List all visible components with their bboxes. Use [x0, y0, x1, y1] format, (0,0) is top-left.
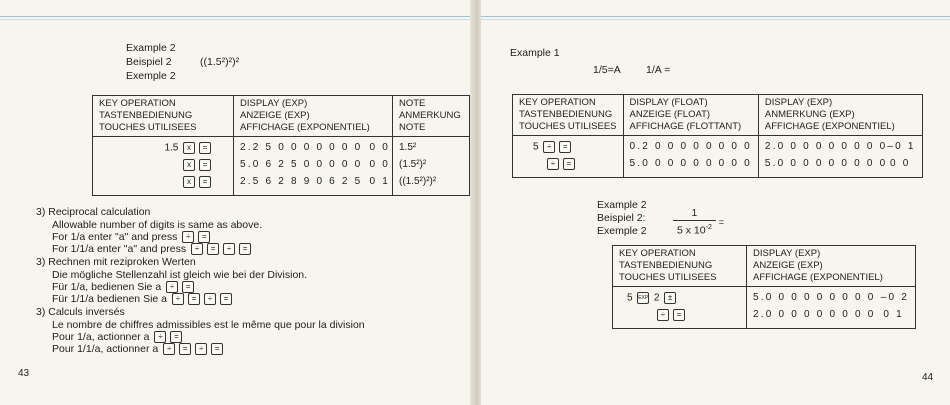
example2-title-fr: Exemple 2	[126, 70, 176, 82]
example1-key-table	[512, 94, 923, 178]
key-operation-cell	[513, 136, 624, 178]
fraction-numerator: 1	[673, 207, 716, 221]
header-line: AFFICHAGE (EXPONENTIEL)	[753, 272, 883, 283]
exp-key-icon: EXP	[637, 292, 649, 304]
display-reading	[240, 142, 390, 159]
header-line: NOTE	[399, 98, 426, 109]
header-line: TOUCHES UTILISEES	[99, 122, 197, 133]
header-line: ANZEIGE (FLOAT)	[629, 109, 711, 120]
example1-expr2: 1/A =	[646, 64, 671, 76]
header-line: ANMERKUNG (EXP)	[764, 109, 855, 120]
denominator-exponent: -2	[705, 224, 712, 231]
equals-key-icon: =	[182, 281, 194, 293]
example2-title-fr: Exemple 2	[597, 225, 647, 237]
header-display-exp	[758, 95, 922, 136]
divide-key-icon: ÷	[223, 243, 235, 255]
right-page	[481, 0, 950, 405]
key-sequence	[533, 141, 617, 158]
key-sequence	[627, 292, 740, 309]
divide-key-icon: ÷	[163, 343, 175, 355]
exp-reading	[765, 141, 916, 158]
display-mantissa: 5.0 6 2 5 0 0 0 0 0	[240, 159, 363, 170]
note-cell	[393, 137, 470, 196]
example2-title-en: Example 2	[597, 199, 647, 211]
header-line: ANMERKUNG	[399, 110, 461, 121]
equals-key-icon: =	[170, 331, 182, 343]
example2-title-de: Beispiel 2	[126, 56, 172, 68]
key-sequence	[99, 142, 213, 159]
top-rule	[0, 16, 476, 17]
display-reading	[240, 176, 390, 193]
header-line: TASTENBEDIENUNG	[519, 109, 613, 120]
equals-key-icon: =	[198, 231, 210, 243]
header-line: TOUCHES UTILISEES	[619, 272, 717, 283]
divide-key-icon: ÷	[543, 141, 555, 153]
multiply-key-icon: x	[183, 142, 195, 154]
divide-key-icon: ÷	[657, 309, 669, 321]
header-note	[393, 96, 470, 137]
header-display	[747, 246, 916, 287]
left-key-table	[92, 95, 470, 196]
top-rule-secondary	[0, 19, 476, 20]
page-number: 43	[18, 368, 30, 379]
display-cell	[234, 137, 393, 196]
display-reading	[753, 292, 909, 309]
top-rule-secondary	[481, 19, 950, 20]
de-line3	[52, 293, 234, 306]
header-line: ANZEIGE (EXP)	[753, 260, 823, 271]
key-number: 5	[627, 292, 633, 304]
header-line: KEY OPERATION	[99, 98, 176, 109]
header-line: DISPLAY (EXP)	[240, 98, 308, 109]
header-line: ANZEIGE (EXP)	[240, 110, 310, 121]
equals-key-icon: =	[220, 293, 232, 305]
fraction-denominator	[673, 221, 716, 238]
fr-line2-text: Pour 1/a, actionner a	[52, 331, 150, 343]
divide-key-icon: ÷	[191, 243, 203, 255]
header-line: AFFICHAGE (EXPONENTIEL)	[240, 122, 370, 133]
divide-key-icon: ÷	[154, 331, 166, 343]
key-sequence	[533, 158, 617, 175]
display-exponent: 0 1	[883, 309, 904, 320]
de-line2-text: Für 1/a, bedienen Sie a	[52, 281, 162, 293]
de-line3-text: Für 1/1/a bedienen Sie a	[52, 293, 167, 305]
divide-key-icon: ÷	[166, 281, 178, 293]
divide-key-icon: ÷	[172, 293, 184, 305]
table-header-row	[93, 96, 470, 137]
equals-key-icon: =	[207, 243, 219, 255]
fr-line1: Le nombre de chiffres admissibles est le même que pour la division	[52, 319, 365, 331]
key-number: 1.5	[164, 142, 179, 154]
display-mantissa: 2.2 5 0 0 0 0 0 0 0	[240, 142, 363, 153]
header-key-operation	[513, 95, 624, 136]
header-line: TASTENBEDIENUNG	[99, 110, 193, 121]
header-key-operation	[613, 246, 747, 287]
header-line: TOUCHES UTILISEES	[519, 121, 617, 132]
de-line1: Die mögliche Stellenzahl ist gleich wie bei der Division.	[52, 269, 308, 281]
display-mantissa: 2.0 0 0 0 0 0 0 0 0	[764, 141, 888, 152]
fr-heading: 3) Calculs inversés	[36, 306, 125, 318]
header-line: DISPLAY (FLOAT)	[629, 97, 708, 108]
top-rule	[481, 16, 950, 17]
divide-key-icon: ÷	[547, 158, 559, 170]
multiply-key-icon: x	[183, 176, 195, 188]
key-number: 5	[533, 141, 539, 153]
float-display-cell	[623, 136, 758, 178]
en-line2-text: For 1/a enter "a" and press	[52, 231, 178, 243]
display-exponent: –0 2	[880, 292, 909, 303]
example2-formula: ((1.5²)²)²	[200, 56, 240, 68]
header-display	[234, 96, 393, 137]
equals-sign: =	[718, 216, 725, 227]
fraction	[673, 207, 716, 238]
header-line: NOTE	[399, 122, 426, 133]
example2-key-table	[612, 245, 916, 329]
key-operation-cell	[93, 137, 234, 196]
note-value: ((1.5²)²)²	[399, 176, 437, 187]
display-reading	[753, 309, 909, 326]
fr-line3	[52, 343, 225, 356]
key-number: 2	[653, 292, 660, 304]
float-reading: 5.0 0 0 0 0 0 0 0 0	[629, 158, 752, 169]
de-heading: 3) Rechnen mit reziproken Werten	[36, 256, 196, 268]
divide-key-icon: ÷	[182, 231, 194, 243]
display-cell	[747, 287, 916, 329]
note-value: (1.5²)²	[399, 159, 427, 170]
fr-line3-text: Pour 1/1/a, actionner a	[52, 343, 159, 355]
display-exponent: 0 0	[369, 159, 390, 170]
header-line: DISPLAY (EXP)	[753, 248, 821, 259]
example2-fraction	[673, 207, 724, 238]
table-header-row	[613, 246, 916, 287]
table-body-row	[613, 287, 916, 329]
divide-key-icon: ÷	[195, 343, 207, 355]
header-line: TASTENBEDIENUNG	[619, 260, 713, 271]
sign-change-key-icon: ±	[664, 292, 676, 304]
equals-key-icon: =	[239, 243, 251, 255]
display-reading	[240, 159, 390, 176]
key-operation-cell	[613, 287, 747, 329]
header-line: KEY OPERATION	[519, 97, 596, 108]
header-key-operation	[93, 96, 234, 137]
key-sequence	[99, 159, 213, 176]
display-exponent: –0 1	[887, 141, 916, 152]
denominator-base: 5 x 10	[677, 224, 706, 237]
header-line: KEY OPERATION	[619, 248, 696, 259]
table-header-row	[513, 95, 923, 136]
exp-reading	[765, 158, 916, 175]
equals-key-icon: =	[179, 343, 191, 355]
example1-expr1: 1/5=A	[593, 64, 621, 76]
en-heading: 3) Reciprocal calculation	[36, 206, 151, 218]
display-mantissa: 2.0 0 0 0 0 0 0 0 0	[753, 309, 876, 320]
example2-title-de: Beispiel 2:	[597, 212, 646, 224]
key-sequence	[627, 309, 740, 326]
example1-title: Example 1	[510, 47, 560, 59]
display-exponent: 0 0	[369, 142, 390, 153]
key-sequence	[99, 176, 213, 193]
display-exponent: 0 0	[889, 158, 911, 169]
equals-key-icon: =	[199, 176, 211, 188]
table-body-row	[513, 136, 923, 178]
display-mantissa: 2.5 6 2 8 9 0 6 2 5	[240, 176, 363, 187]
float-reading: 0.2 0 0 0 0 0 0 0 0	[629, 141, 752, 152]
en-line3	[52, 243, 253, 256]
exp-display-cell	[758, 136, 922, 178]
equals-key-icon: =	[211, 343, 223, 355]
header-line: AFFICHAGE (FLOTTANT)	[629, 121, 742, 132]
display-mantissa: 5.0 0 0 0 0 0 0 0 0	[753, 292, 876, 303]
equals-key-icon: =	[559, 141, 571, 153]
equals-key-icon: =	[563, 158, 575, 170]
header-display-float	[623, 95, 758, 136]
en-line3-text: For 1/1/a enter "a" and press	[52, 243, 187, 255]
header-line: AFFICHAGE (EXPONENTIEL)	[764, 121, 895, 132]
equals-key-icon: =	[199, 159, 211, 171]
divide-key-icon: ÷	[204, 293, 216, 305]
display-exponent: 0 1	[369, 176, 390, 187]
page-number: 44	[922, 372, 934, 383]
equals-key-icon: =	[188, 293, 200, 305]
multiply-key-icon: x	[183, 159, 195, 171]
display-mantissa: 5.0 0 0 0 0 0 0 0 0	[764, 158, 888, 169]
note-value: 1.5²	[399, 142, 417, 153]
example2-title-en: Example 2	[126, 42, 176, 54]
header-line: DISPLAY (EXP)	[764, 97, 833, 108]
en-line1: Allowable number of digits is same as above.	[52, 219, 263, 231]
table-body-row	[93, 137, 470, 196]
equals-key-icon: =	[673, 309, 685, 321]
equals-key-icon: =	[199, 142, 211, 154]
